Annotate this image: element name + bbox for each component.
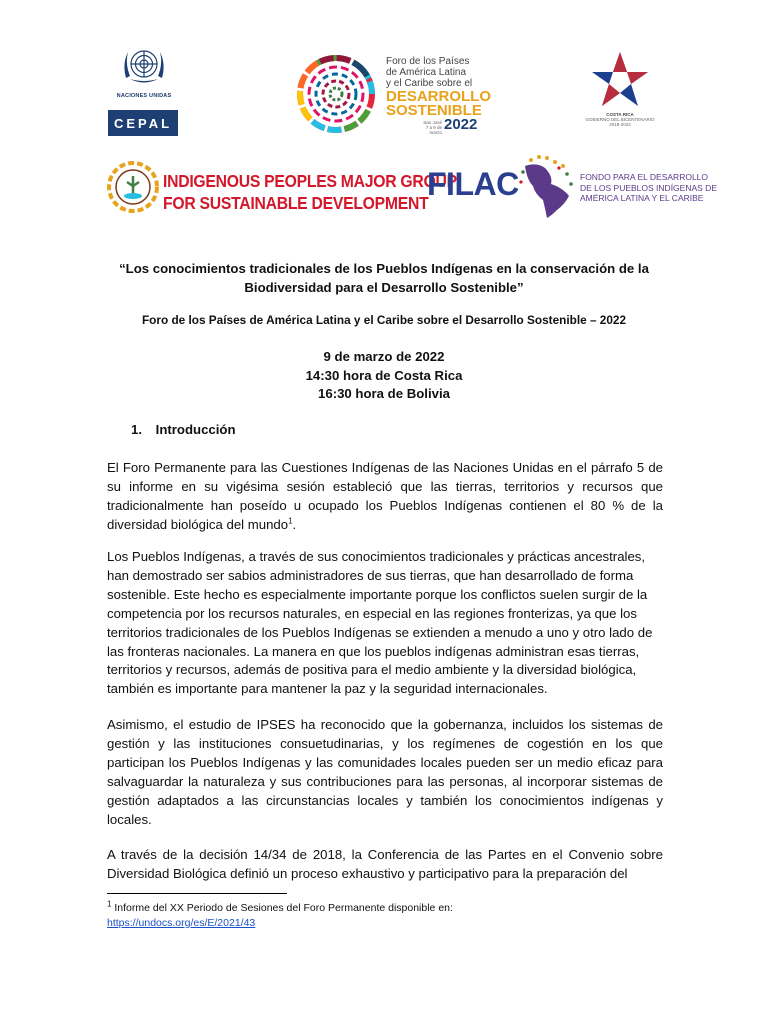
filac-desc-line-2: DE LOS PUEBLOS INDÍGENAS DE [580, 182, 717, 193]
un-emblem-icon [116, 44, 172, 88]
section-title: Introducción [155, 422, 236, 437]
filac-map-icon [517, 154, 577, 220]
doc-subtitle: Foro de los Países de América Latina y el Caribe sobre el Desarrollo Sostenible – 2022 [141, 313, 627, 327]
filac-desc-line-1: FONDO PARA EL DESARROLLO [580, 172, 709, 182]
section-number: 1. [131, 422, 142, 437]
footnote-link[interactable]: https://undocs.org/es/E/2021/43 [107, 917, 256, 929]
forum-logo [294, 52, 490, 136]
section-heading [131, 422, 236, 437]
doc-date: 9 de marzo de 2022 [323, 349, 445, 364]
doc-title-line-1: “Los conocimientos tradicionales de los Pueblos Indígenas en la conservación de la [119, 261, 649, 276]
un-logo [116, 44, 172, 99]
footnote [107, 901, 667, 931]
paragraph-2: Los Pueblos Indígenas, a través de sus conocimientos tradicionales y prácticas ancestrales, han demostrado ser sabios administradores de sus tierras, que han desarrollado de forma sostenible. Este hecho es especialmente importante porque los conflictos suelen surgir de la competencia por los recursos naturales, en especial en las regiones fronterizas, ya que los territorios tradicionales de los Pueblos Indígenas se extienden a menudo a uno y otro lado de las fronteras nacionales. La manera en que los pueblos indígenas administran esas tierras, territorios y recursos, además de positiva para el medio ambiente y la diversidad biológica, también es importante para mantener la paz y la seguridad internacionales. [107, 549, 653, 697]
forum-line-3: y el Caribe sobre el [386, 78, 473, 89]
un-label: NACIONES UNIDAS [116, 93, 172, 99]
ipmg-line-2: FOR SUSTAINABLE DEVELOPMENT [163, 193, 429, 213]
doc-time-bolivia: 16:30 hora de Bolivia [318, 386, 450, 401]
doc-time-costa-rica: 14:30 hora de Costa Rica [305, 367, 463, 383]
paragraph-1 [107, 459, 663, 535]
costa-rica-star-icon [590, 50, 650, 110]
paragraph-3: Asimismo, el estudio de IPSES ha reconocido que la gobernanza, incluidos los sistemas de gestión y las instituciones consuetudinarias, y los regímenes de cogestión en los que participan los Pueblos Indígenas y las comunidades locales pueden ser un medio eficaz para salvaguardar la naturaleza y sus contribuciones para las personas, al incorporar sistemas de gestión adaptados a las circunstancias locales y también los conocimientos indígenas y locales. [107, 717, 663, 827]
forum-dev-line-1: DESARROLLO [386, 88, 491, 105]
forum-line-2: de América Latina [386, 67, 467, 78]
filac-name: FILAC [427, 166, 519, 202]
ipmg-line-1: INDIGENOUS PEOPLES MAJOR GROUP [163, 171, 457, 191]
footnote-mark: 1 [107, 899, 112, 909]
forum-place: San José [423, 120, 442, 125]
costa-rica-years: 2018-2022 [609, 122, 631, 127]
ipmg-emblem-icon [107, 160, 159, 214]
forum-year: 2022 [444, 116, 478, 133]
cepal-logo: CEPAL [108, 110, 178, 136]
filac-desc-line-3: AMÉRICA LATINA Y EL CARIBE [580, 193, 704, 203]
costa-rica-sub: GOBIERNO DEL BICENTENARIO [585, 117, 655, 122]
sdg-wheel-icon [294, 52, 378, 136]
doc-title-line-2: Biodiversidad para el Desarrollo Sostenible” [244, 280, 524, 295]
footnote-ref: 1 [288, 516, 293, 526]
forum-dates: 7 a 9 de marzo [425, 125, 442, 135]
costa-rica-label: COSTA RICA [606, 112, 634, 117]
paragraph-4: A través de la decisión 14/34 de 2018, la Conferencia de las Partes en el Convenio sobre Diversidad Biológica definió un proceso exhaustivo y participativo para la preparación del [107, 847, 663, 881]
paragraph-1-text: El Foro Permanente para las Cuestiones Indígenas de las Naciones Unidas en el párrafo 5 de su informe en su vigésima sesión estableció que las tierras, territorios y recursos que tradicionalmente han poseído u ocupado los Pueblos Indígenas contienen el 80 % de la diversidad biológica del mundo [107, 460, 663, 532]
paragraph-1-end: . [292, 516, 297, 532]
forum-dev-line-2: SOSTENIBLE [386, 102, 482, 119]
footnote-text: Informe del XX Periodo de Sesiones del Foro Permanente disponible en: [114, 902, 453, 914]
costa-rica-logo [584, 50, 656, 144]
footnote-divider [107, 893, 287, 894]
forum-line-1: Foro de los Países [386, 56, 470, 67]
